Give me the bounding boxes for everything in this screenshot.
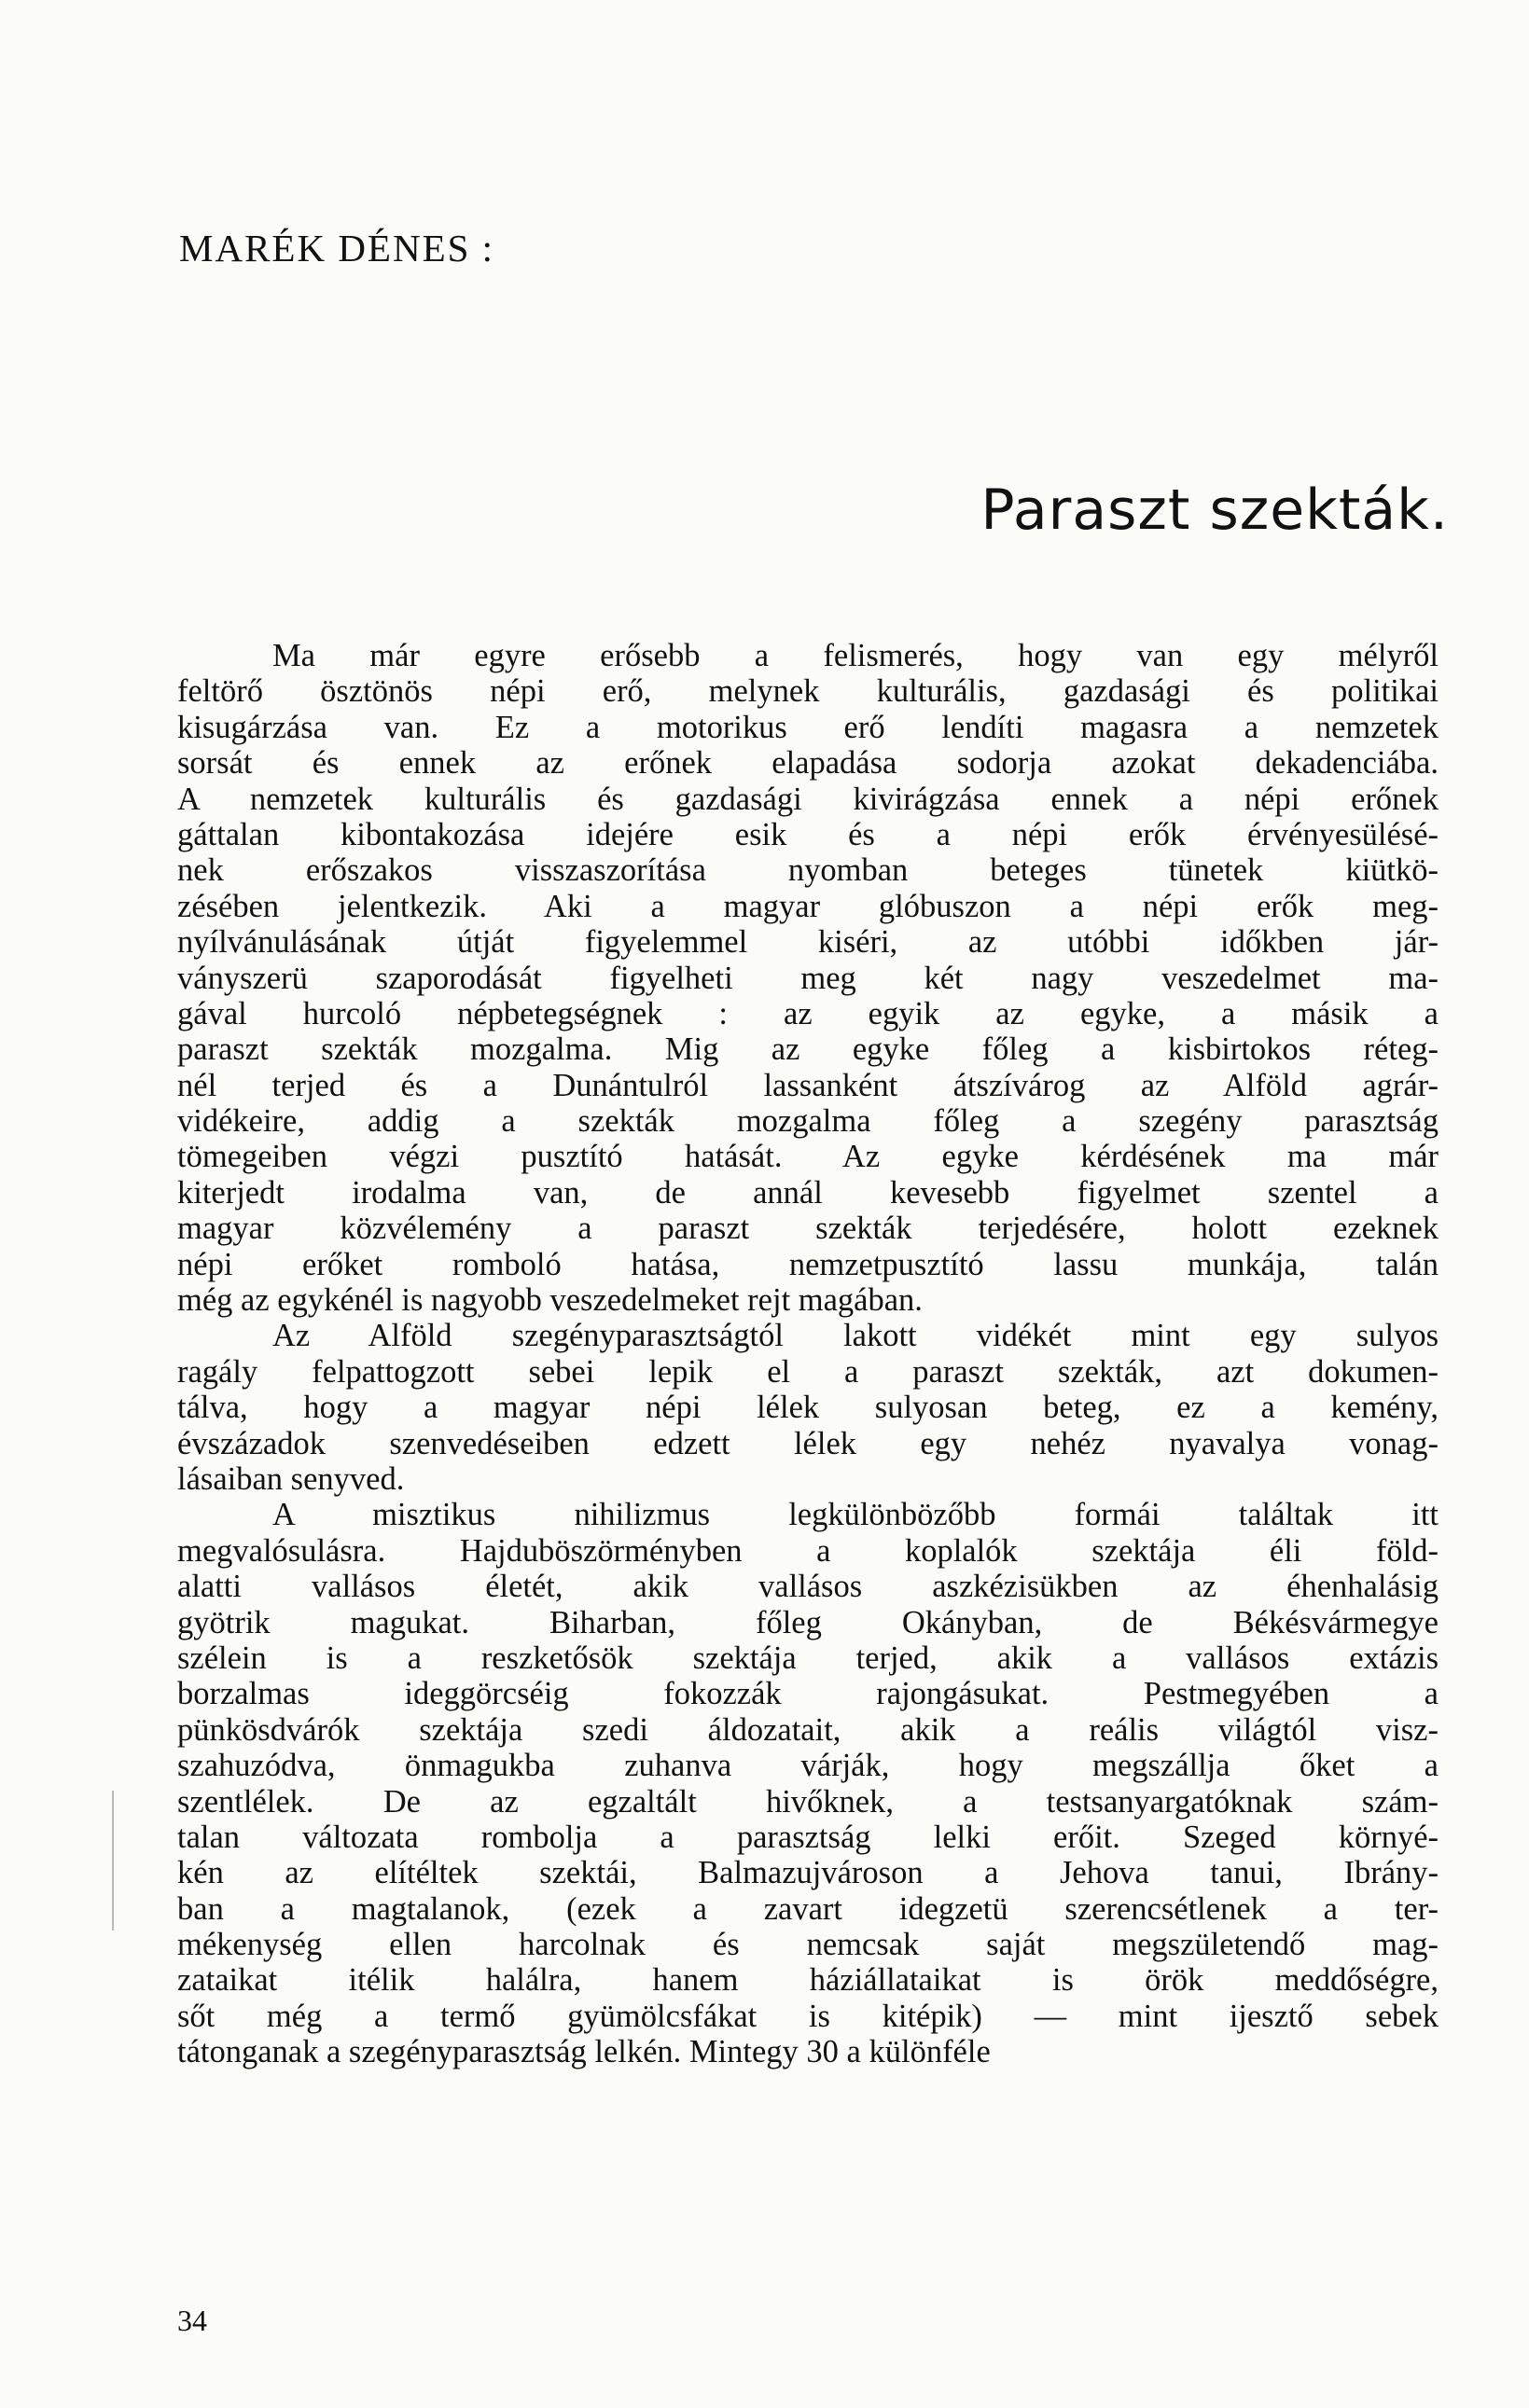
text-line: feltörő ösztönös népi erő, melynek kulturális, gazdasági és politikai: [177, 673, 1439, 710]
text-line: tálva, hogy a magyar népi lélek sulyosan beteg, ez a kemény,: [177, 1390, 1439, 1426]
text-line: tömegeiben végzi pusztító hatását. Az egyke kérdésének ma már: [177, 1139, 1439, 1175]
text-line: gyötrik magukat. Biharban, főleg Okányban, de Békésvármegye: [177, 1604, 1439, 1640]
text-line: zésében jelentkezik. Aki a magyar glóbuszon a népi erők meg-: [177, 888, 1439, 924]
text-line: borzalmas ideggörcséig fokozzák rajongásukat. Pestmegyében a: [177, 1676, 1439, 1712]
text-line: ványszerü szaporodását figyelheti meg két nagy veszedelmet ma-: [177, 960, 1439, 996]
text-line: ban a magtalanok, (ezek a zavart idegzetü szerencsétlenek a ter-: [177, 1890, 1439, 1927]
text-line: A misztikus nihilizmus legkülönbözőbb formái találtak itt: [272, 1497, 1439, 1533]
text-line: szélein is a reszketősök szektája terjed, akik a vallásos extázis: [177, 1640, 1439, 1676]
text-line: paraszt szekták mozgalma. Mig az egyke főleg a kisbirtokos réteg-: [177, 1031, 1439, 1068]
text-line: nyílvánulásának útját figyelemmel kiséri, az utóbbi időkben jár-: [177, 924, 1439, 961]
text-line: kén az elítéltek szektái, Balmazujvároson a Jehova tanui, Ibrány-: [177, 1855, 1439, 1891]
text-line: kiterjedt irodalma van, de annál kevesebb figyelmet szentel a: [177, 1174, 1439, 1211]
text-line: szentlélek. De az egzaltált hivőknek, a testsanyargatóknak szám-: [177, 1783, 1439, 1820]
text-line: gával hurcoló népbetegségnek : az egyik az egyke, a másik a: [177, 995, 1439, 1031]
author-name: MARÉK DÉNES :: [179, 227, 495, 270]
text-line: A nemzetek kulturális és gazdasági kivirágzása ennek a népi erőnek: [177, 781, 1439, 817]
text-line: népi erőket romboló hatása, nemzetpusztító lassu munkája, talán: [177, 1246, 1439, 1282]
text-line: zataikat itélik halálra, hanem háziállataikat is örök meddőségre,: [177, 1962, 1439, 1999]
text-line: kisugárzása van. Ez a motorikus erő lendíti magasra a nemzetek: [177, 709, 1439, 745]
left-margin-mark: [112, 1791, 114, 1931]
text-line: gáttalan kibontakozása idejére esik és a népi erők érvényesülésé-: [177, 816, 1439, 852]
text-line: még az egykénél is nagyobb veszedelmeket rejt magában.: [177, 1282, 923, 1319]
text-line: évszázadok szenvedéseiben edzett lélek egy nehéz nyavalya vonag-: [177, 1425, 1439, 1461]
text-line: alatti vallásos életét, akik vallásos aszkézisükben az éhenhalásig: [177, 1569, 1439, 1605]
text-line: Az Alföld szegényparasztságtól lakott vidékét mint egy sulyos: [272, 1318, 1439, 1354]
text-line: mékenység ellen harcolnak és nemcsak saját megszületendő mag-: [177, 1927, 1439, 1963]
text-line: ragály felpattogzott sebei lepik el a paraszt szekták, azt dokumen-: [177, 1353, 1439, 1390]
text-line: tátonganak a szegényparasztság lelkén. Mintegy 30 a különféle: [177, 2034, 991, 2070]
article-title: Paraszt szekták.: [980, 477, 1449, 543]
page-number: 34: [177, 2304, 207, 2337]
text-line: Ma már egyre erősebb a felismerés, hogy van egy mélyről: [272, 638, 1439, 673]
text-line: talan változata rombolja a parasztság lelki erőit. Szeged környé-: [177, 1819, 1439, 1855]
text-line: megvalósulásra. Hajduböszörményben a koplalók szektája éli föld-: [177, 1532, 1439, 1569]
text-line: vidékeire, addig a szekták mozgalma főleg a szegény parasztság: [177, 1103, 1439, 1140]
text-line: nek erőszakos visszaszorítása nyomban beteges tünetek kiütkö-: [177, 852, 1439, 889]
text-line: magyar közvélemény a paraszt szekták terjedésére, holott ezeknek: [177, 1211, 1439, 1247]
text-line: sorsát és ennek az erőnek elapadása sodorja azokat dekadenciába.: [177, 745, 1439, 782]
text-line: szahuzódva, önmagukba zuhanva várják, hogy megszállja őket a: [177, 1748, 1439, 1784]
article-body: [177, 638, 1439, 2070]
text-line: nél terjed és a Dunántulról lassanként átszívárog az Alföld agrár-: [177, 1067, 1439, 1103]
text-line: pünkösdvárók szektája szedi áldozatait, akik a reális világtól visz-: [177, 1711, 1439, 1748]
text-line: lásaiban senyved.: [177, 1460, 405, 1497]
text-line: sőt még a termő gyümölcsfákat is kitépik) — mint ijesztő sebek: [177, 1998, 1439, 2034]
